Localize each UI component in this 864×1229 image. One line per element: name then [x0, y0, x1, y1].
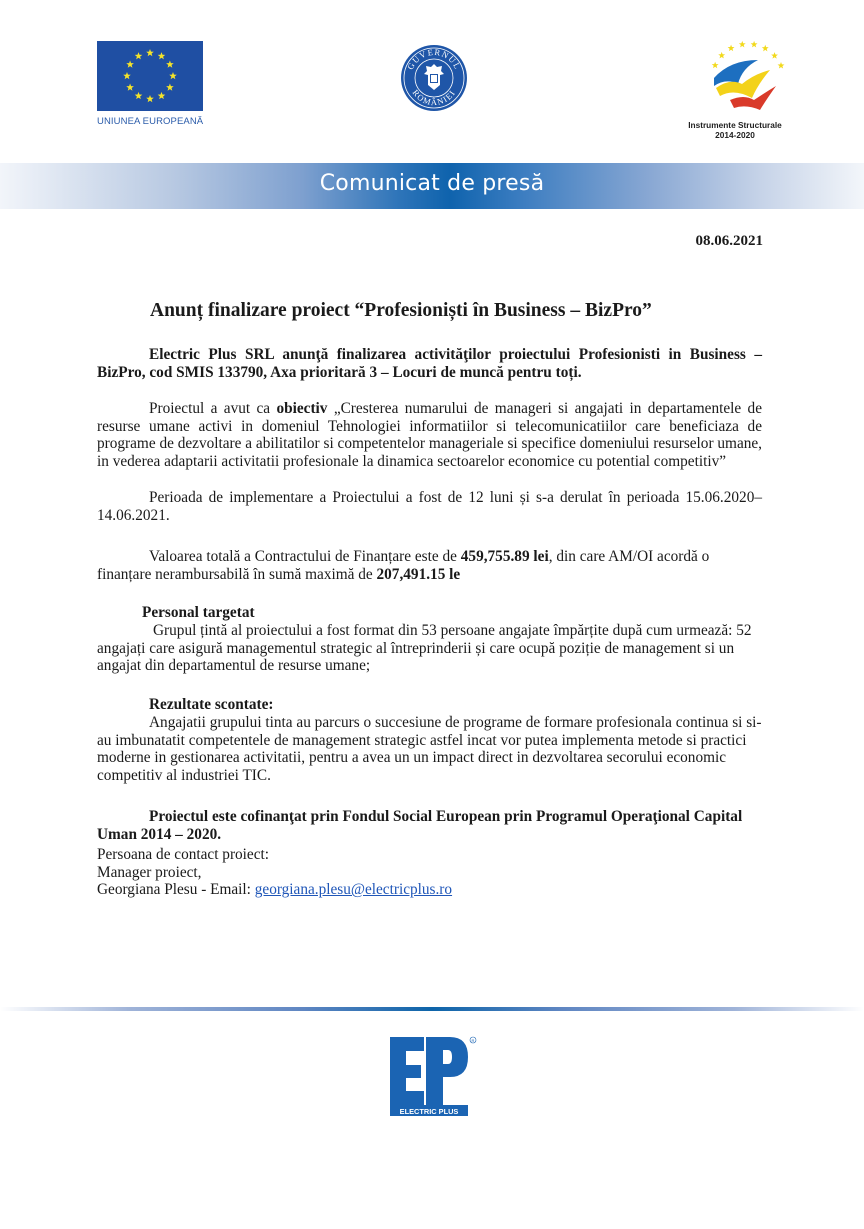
structural-star-icon — [739, 41, 746, 48]
contact-email-link[interactable]: georgiana.plesu@electricplus.ro — [254, 881, 453, 899]
release-date: 08.06.2021 — [695, 233, 763, 249]
electric-plus-logo — [388, 1035, 478, 1117]
results-paragraph — [97, 714, 762, 784]
period-text: Perioada de implementare a Proiectului a fost de 12 luni și s-a derulat în perioada 15.06.2020–14.06.2021. — [97, 489, 762, 524]
results-text: Angajatii grupului tinta au parcurs o succesiune de programe de formare profesionala continua si si-au imbunatatit competentele de management strategic astfel incat vor putea implementa metode si practici moderne in gestionarea activitatii, pentru a avea un un impact direct in dezvoltarea secorului economic competitiv al industriei TIC. — [97, 714, 762, 784]
value-grant: 207,491.15 le — [376, 565, 461, 583]
seal-text-top: GUVERNUL — [404, 46, 464, 72]
results-heading: Rezultate scontate: — [149, 696, 274, 713]
press-release-banner — [0, 163, 864, 209]
contact-name: Georgiana Plesu - Email: — [97, 881, 255, 899]
objective-keyword: obiectiv — [276, 400, 328, 417]
structural-instruments-icon — [708, 38, 788, 118]
personal-paragraph — [97, 622, 762, 675]
structural-star-icon — [771, 52, 778, 59]
structural-instruments-logo — [680, 38, 790, 140]
footer-divider — [0, 1007, 864, 1011]
contact-block — [97, 846, 452, 899]
structural-instruments-period: 2014-2020 — [715, 130, 755, 140]
objective-text: „Cresterea numarului de manageri si angajati in departamentele de resurse umane activi in domeniul Tehnologiei informatiilor si telecomunicatiilor care beneficiaza de programe de dezvoltare a abilitatilor si competentelor manageriale si specifice domeniului resurselor umane, in vederea adaptarii activitatii profesionale la dinamica sectoarelor economice cu potential competitiv” — [97, 400, 762, 470]
structural-star-icon — [718, 52, 725, 59]
contact-person — [97, 881, 452, 899]
svg-text:R: R — [471, 1037, 475, 1043]
cofinancing-text: Proiectul este cofinanţat prin Fondul Social European prin Programul Operaţional Capital Uman 2014 – 2020. — [97, 808, 743, 843]
personal-text: Grupul țintă al proiectului a fost format din 53 persoane angajate împărțite după cum urmează: 52 angajați care asigură managementul strategic al întreprinderii și care ocupă poziție de management si un angajat din departamentul de resurse umane; — [97, 622, 752, 675]
eu-flag-icon — [97, 41, 203, 111]
structural-instruments-name: Instrumente Structurale — [688, 120, 782, 130]
structural-star-icon — [778, 62, 785, 69]
contact-role: Manager proiect, — [97, 863, 202, 881]
banner-title: Comunicat de presă — [319, 171, 545, 196]
value-total: 459,755.89 lei — [460, 548, 549, 565]
structural-star-icon — [712, 62, 719, 69]
objective-paragraph — [97, 400, 762, 470]
personal-heading: Personal targetat — [142, 604, 255, 621]
intro-text: Electric Plus SRL anunţă finalizarea activităţilor proiectului Profesionisti in Business – BizPro, cod SMIS 133790, Axa prioritară 3 – Locuri de muncă pentru toți. — [97, 346, 762, 381]
seal-text-bottom: ROMÂNIEI — [410, 87, 458, 108]
electric-plus-label: ELECTRIC PLUS — [399, 1107, 459, 1116]
cofinancing-paragraph — [97, 808, 762, 843]
romanian-government-seal-icon — [400, 44, 468, 112]
eu-logo — [97, 41, 203, 127]
structural-star-icon — [728, 45, 735, 52]
contact-label: Persoana de contact proiect: — [97, 846, 270, 863]
value-paragraph — [97, 548, 762, 583]
objective-prefix: Proiectul a avut ca — [149, 400, 277, 417]
structural-instruments-label — [680, 120, 790, 140]
intro-paragraph — [97, 346, 762, 381]
structural-star-icon — [751, 41, 758, 48]
document-title: Anunț finalizare proiect “Profesioniști în Business – BizPro” — [150, 300, 652, 321]
value-middle: , din care AM/OI acordă o finanțare nerambursabilă în sumă maximă de — [97, 548, 710, 583]
value-prefix: Valoarea totală a Contractului de Finanțare este de — [149, 548, 461, 565]
eu-label: UNIUNEA EUROPEANĂ — [97, 116, 204, 127]
structural-star-icon — [762, 45, 769, 52]
period-paragraph — [97, 489, 762, 524]
